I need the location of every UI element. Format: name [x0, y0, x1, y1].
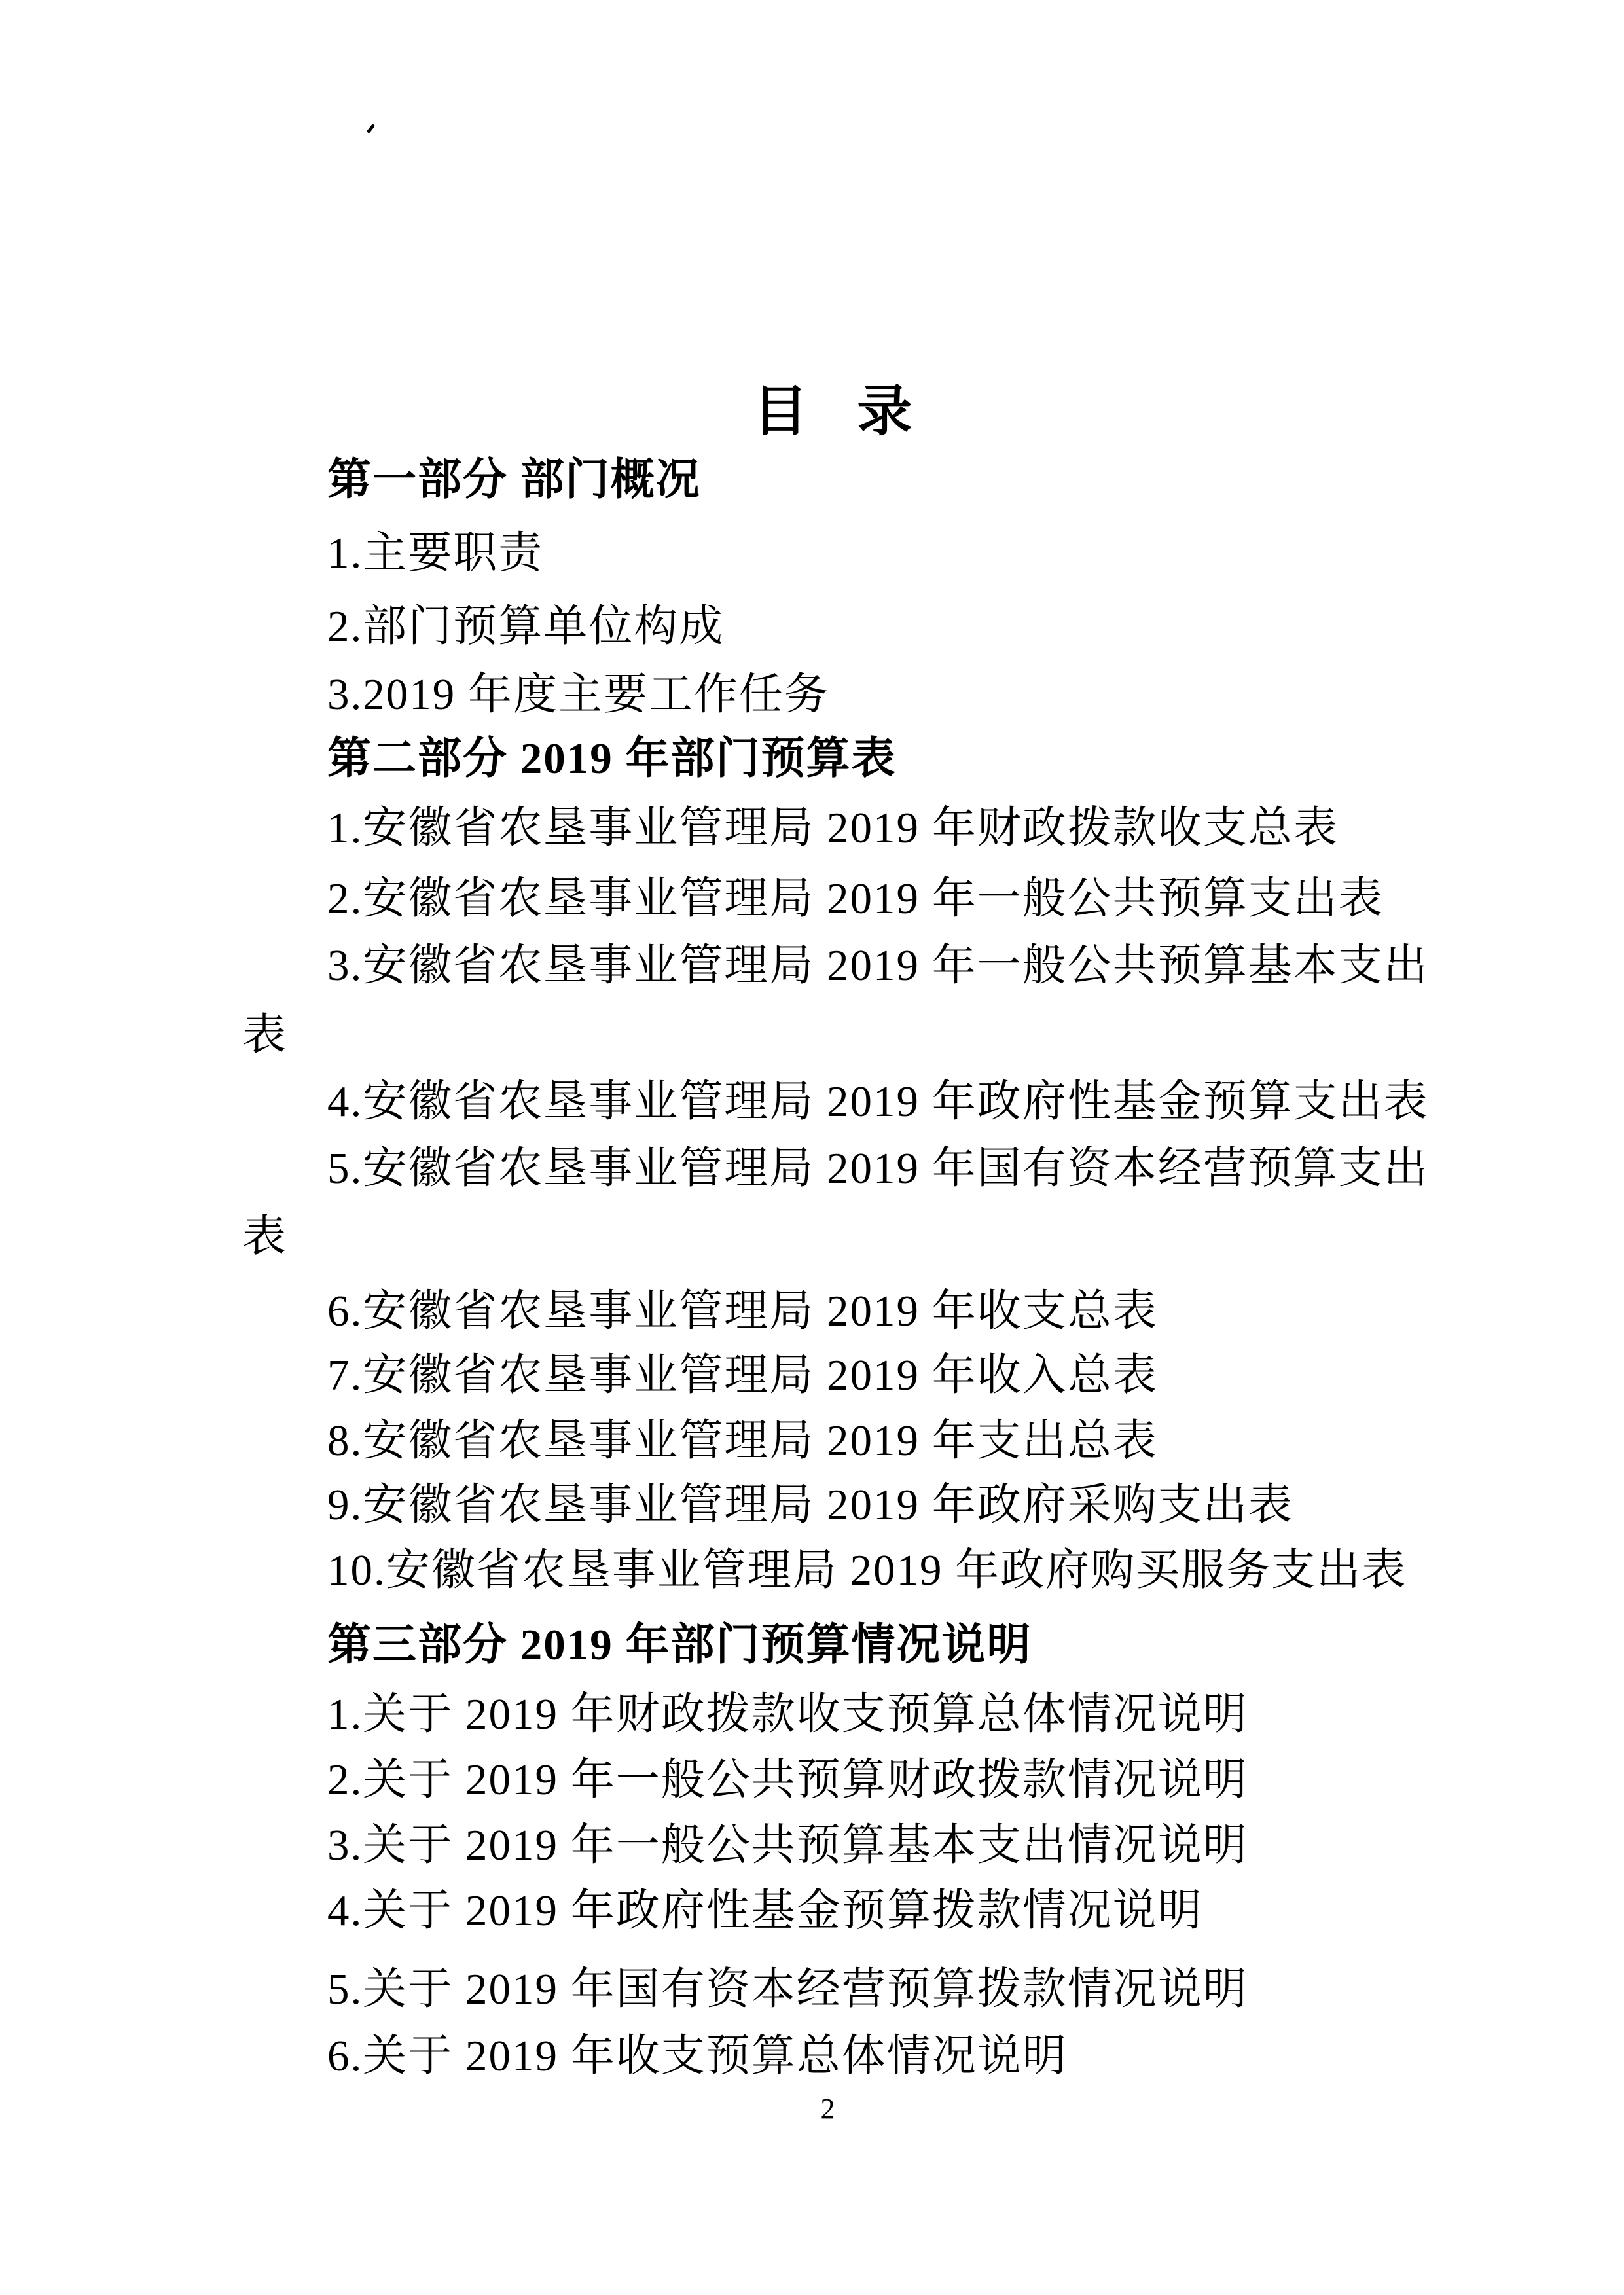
toc-part2-item-wrap: 表 [242, 1011, 287, 1059]
toc-part2-item: 7.安徽省农垦事业管理局 2019 年收入总表 [327, 1351, 1158, 1400]
toc-part3-heading: 第三部分 2019 年部门预算情况说明 [327, 1621, 1032, 1669]
toc-part2-item: 5.安徽省农垦事业管理局 2019 年国有资本经营预算支出 [327, 1144, 1429, 1193]
scan-speck [367, 124, 375, 134]
toc-part3-item: 4.关于 2019 年政府性基金预算拨款情况说明 [327, 1887, 1203, 1935]
toc-part2-item: 6.安徽省农垦事业管理局 2019 年收支总表 [327, 1287, 1158, 1335]
toc-title: 目 录 [753, 382, 915, 443]
toc-part2-item: 4.安徽省农垦事业管理局 2019 年政府性基金预算支出表 [327, 1077, 1429, 1126]
toc-part2-item: 1.安徽省农垦事业管理局 2019 年财政拨款收支总表 [327, 804, 1339, 852]
toc-part1-item: 3.2019 年度主要工作任务 [327, 670, 829, 719]
toc-part2-item: 8.安徽省农垦事业管理局 2019 年支出总表 [327, 1417, 1158, 1465]
toc-part2-item-wrap: 表 [242, 1212, 287, 1261]
toc-part3-item: 6.关于 2019 年收支预算总体情况说明 [327, 2032, 1068, 2080]
toc-part3-item: 3.关于 2019 年一般公共预算基本支出情况说明 [327, 1821, 1248, 1870]
toc-part3-item: 1.关于 2019 年财政拨款收支预算总体情况说明 [327, 1690, 1248, 1739]
toc-part2-item: 9.安徽省农垦事业管理局 2019 年政府采购支出表 [327, 1481, 1293, 1529]
toc-part1-item: 2.部门预算单位构成 [327, 602, 725, 651]
toc-part2-item: 2.安徽省农垦事业管理局 2019 年一般公共预算支出表 [327, 875, 1384, 923]
toc-part3-item: 2.关于 2019 年一般公共预算财政拨款情况说明 [327, 1756, 1248, 1804]
page-number: 2 [820, 2093, 835, 2125]
toc-part2-item: 10.安徽省农垦事业管理局 2019 年政府购买服务支出表 [327, 1546, 1407, 1595]
toc-part1-heading: 第一部分 部门概况 [327, 456, 701, 504]
toc-part1-item: 1.主要职责 [327, 529, 544, 577]
toc-part2-item: 3.安徽省农垦事业管理局 2019 年一般公共预算基本支出 [327, 941, 1429, 990]
toc-part3-item: 5.关于 2019 年国有资本经营预算拨款情况说明 [327, 1965, 1248, 2014]
toc-part2-heading: 第二部分 2019 年部门预算表 [327, 734, 897, 783]
